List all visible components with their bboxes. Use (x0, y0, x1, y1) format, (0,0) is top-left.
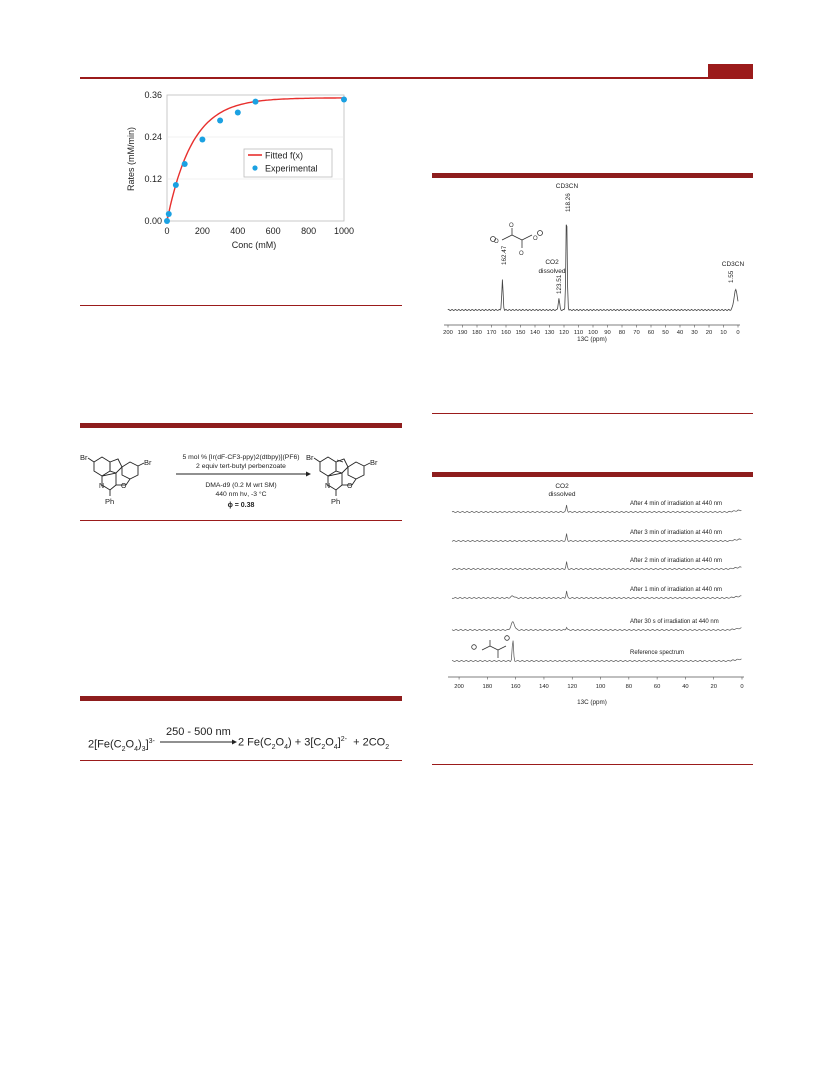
oxalate-o1: O (494, 239, 499, 245)
nmr1-tick-label: 160 (501, 330, 511, 336)
sm-ph: Ph (105, 497, 115, 506)
prod-br-left: Br (306, 453, 314, 462)
nmr1-tick-label: 90 (604, 330, 611, 336)
nmr1-tick-label: 10 (720, 330, 727, 336)
starting-material-structure (88, 457, 144, 496)
nmr1-tick-label: 170 (486, 330, 497, 336)
peak-label-cd3cn-top: CD3CN (555, 183, 579, 190)
header-rule (80, 77, 753, 79)
chart-data-point (164, 218, 170, 224)
nmr1-tick-label: 0 (736, 330, 740, 336)
peak-label-cd3cn-right: CD3CN (721, 261, 745, 268)
nmr1-axis-label: 13C (ppm) (577, 336, 607, 343)
nmr2-trace-label: After 30 s of irradiation at 440 nm (630, 619, 719, 625)
nmr2-tick-label: 100 (595, 684, 606, 690)
nmr2-tick-label: 160 (510, 684, 521, 690)
nmr2-tick-label: 120 (567, 684, 578, 690)
nmr1-tick-label: 200 (443, 330, 453, 336)
nmr1-tick-label: 150 (515, 330, 526, 336)
chart-xtick-label: 800 (301, 226, 317, 236)
sm-o: O (121, 483, 127, 490)
equation-lhs: $2[Fe(C_2O_4)_3]^{3-}$ (88, 738, 155, 753)
peak-value-1: 1.55 (728, 270, 735, 283)
peak-value-162: 162.47 (501, 245, 508, 265)
rule-nmr1-bottom (432, 413, 753, 414)
dissolved-label: dissolved (548, 491, 576, 498)
rule-nmr2-top (432, 472, 753, 477)
legend-point-label: Experimental (265, 163, 318, 174)
oxalate-o3: O (519, 251, 524, 257)
nmr1-tick-label: 30 (691, 330, 698, 336)
nmr2-tick-label: 40 (682, 684, 689, 690)
reaction-scheme (80, 450, 402, 514)
chart-xtick-label: 0 (164, 226, 170, 236)
rate-chart (120, 85, 360, 255)
chart-ytick-label: 0.00 (144, 216, 162, 226)
legend-point-swatch (252, 165, 257, 170)
cond-line-4: 440 nm hν, -3 °C (215, 491, 267, 498)
chart-data-point (341, 97, 347, 103)
nmr2-trace-line (452, 641, 741, 662)
nmr2-tick-label: 200 (454, 684, 464, 690)
nmr1-tick-label: 50 (662, 330, 669, 336)
chart-ytick-label: 0.12 (144, 174, 162, 184)
nmr-spectrum-2 (432, 478, 753, 708)
chart-data-point (166, 211, 172, 217)
chart-ytick-label: 0.36 (144, 90, 162, 100)
legend-fit-label: Fitted f(x) (265, 150, 304, 161)
nmr1-tick-label: 60 (647, 330, 655, 336)
product-structure (314, 457, 370, 496)
nmr2-tick-label: 20 (710, 684, 717, 690)
peak-label-dissolved: dissolved (538, 268, 566, 275)
oxalate-o2: O (509, 223, 514, 229)
nmr-spectrum-1 (432, 180, 753, 350)
rule-chart-bottom (80, 305, 402, 306)
nmr2-trace-label: Reference spectrum (630, 650, 685, 656)
sm-br-right: Br (144, 458, 152, 467)
nmr1-trace-line (448, 225, 738, 311)
chart-data-point (182, 161, 188, 167)
rule-equation-top (80, 696, 402, 701)
chart-data-point (235, 110, 241, 116)
equation-rhs: 2 $Fe(C_2O_4) + 3[C_2O_4]^{2-} + 2CO_2$ (238, 736, 390, 751)
nmr1-tick-label: 20 (705, 330, 713, 336)
sm-br-left: Br (80, 453, 88, 462)
nmr1-tick-label: 140 (530, 330, 540, 336)
nmr2-tick-label: 140 (539, 684, 549, 690)
nmr2-tick-label: 180 (482, 684, 493, 690)
rule-scheme-top (80, 423, 402, 428)
nmr2-trace-label: After 4 min of irradiation at 440 nm (630, 501, 723, 507)
cond-line-2: 2 equiv tert-butyl perbenzoate (196, 463, 286, 470)
oxalate-structure-2 (472, 636, 510, 658)
peak-value-123: 123.51 (556, 274, 563, 294)
nmr1-tick-label: 110 (573, 330, 584, 336)
rule-nmr1-top (432, 173, 753, 178)
chart-xtick-label: 600 (265, 226, 281, 236)
cond-line-3: DMA-d9 (0.2 M wrt SM) (205, 482, 277, 489)
co2-label: CO2 (555, 483, 569, 490)
chart-data-point (199, 136, 205, 142)
nmr1-tick-label: 80 (618, 330, 626, 336)
cond-line-1: 5 mol % [Ir(dF-CF3-ppy)2(dtbpy)](PF6) (182, 454, 300, 461)
peak-value-118: 118.26 (565, 193, 572, 212)
reaction-arrowhead (306, 472, 311, 477)
rule-nmr2-bottom (432, 764, 753, 765)
nmr1-tick-label: 120 (559, 330, 569, 336)
peak-label-co2: CO2 (545, 259, 559, 266)
oxalate-o4: O (533, 236, 538, 242)
chart-data-point (217, 118, 223, 124)
cond-line-5: ϕ = 0.38 (227, 502, 255, 509)
prod-o: O (347, 483, 353, 490)
chart-data-point (253, 99, 259, 105)
chart-ytick-label: 0.24 (144, 132, 162, 142)
nmr2-tick-label: 80 (625, 684, 633, 690)
chart-data-point (173, 182, 179, 188)
nmr2-trace-label: After 3 min of irradiation at 440 nm (630, 530, 723, 536)
header-tab (708, 64, 753, 77)
nmr2-tick-label: 0 (740, 684, 744, 690)
equation-arrow-label: 250 - 500 nm (166, 726, 231, 738)
nmr1-tick-label: 180 (472, 330, 482, 336)
nmr2-tick-label: 60 (653, 684, 661, 690)
nmr2-trace-label: After 2 min of irradiation at 440 nm (630, 558, 723, 564)
nmr1-tick-label: 130 (544, 330, 555, 336)
chart-ylabel: Rates (mM/min) (126, 126, 136, 192)
sm-n: N (99, 483, 105, 490)
prod-n: N (325, 483, 331, 490)
rule-scheme-bottom (80, 520, 402, 521)
rule-equation-bottom (80, 760, 402, 761)
nmr1-tick-label: 100 (588, 330, 598, 336)
equation-arrow (158, 738, 238, 746)
nmr1-tick-label: 40 (676, 330, 684, 336)
chart-xlabel: Conc (mM) (231, 240, 277, 250)
chart-xtick-label: 200 (194, 226, 210, 236)
nmr1-tick-label: 190 (457, 330, 468, 336)
prod-br-right: Br (370, 458, 378, 467)
chart-xtick-label: 1000 (333, 226, 355, 236)
nmr2-trace-label: After 1 min of irradiation at 440 nm (630, 587, 723, 593)
prod-ph: Ph (331, 497, 341, 506)
nmr2-axis-label: 13C (ppm) (577, 699, 607, 706)
chart-xtick-label: 400 (230, 226, 246, 236)
nmr1-tick-label: 70 (633, 330, 640, 336)
